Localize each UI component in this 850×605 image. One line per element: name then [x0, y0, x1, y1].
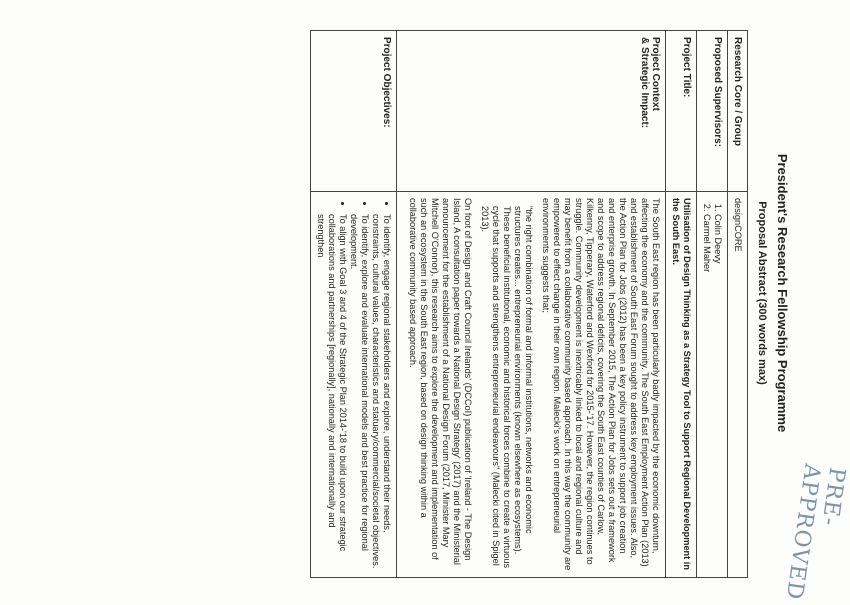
supervisor-item: 1. Colin Deevy — [712, 214, 723, 571]
supervisors-value — [697, 192, 728, 578]
table-row-research-core — [728, 31, 748, 578]
page-title: President's Research Fellowship Programme — [775, 153, 790, 433]
supervisors-label: Proposed Supervisors: — [697, 31, 728, 192]
project-title-label: Project Title: — [666, 31, 697, 192]
objectives-value — [311, 192, 397, 578]
objective-item: • To align with Goal 3 and 4 of the Strategic Plan 2014-'18 to build upon our strategic collaborations and partnerships [regionally], nationally and internationally and strengthen — [315, 214, 348, 571]
context-label-line: & Strategic Impact: — [639, 37, 650, 129]
supervisors-list — [701, 198, 723, 571]
objective-item: • To identify, explore and evaluate international models and best practice for regional development. — [348, 214, 370, 571]
page-subtitle: Proposal Abstract (300 words max) — [756, 201, 768, 385]
research-core-label: Research Core / Group — [728, 31, 748, 192]
research-core-value: designCORE — [728, 192, 748, 578]
table-row-supervisors — [697, 31, 728, 578]
supervisor-item: 2. Carmel Maher — [701, 214, 712, 571]
objective-item: • To identify, engage regional stakeholders and explore, understand their needs, constraints, cultural values, characteristics and statuary/commercial/societal objectives. — [370, 214, 392, 571]
context-label — [397, 31, 666, 192]
context-quote: "the right combination of formal and informal institutions, networks and economic structures creates... entrepreneurial environments (known elsewhere as ecosystems). These beneficial institutional, economic and historical forces combine to create a virtuous cycle that supports and strengthens entrepreneurial endeavours" (Malecki cited in Spigel 2013). — [480, 206, 534, 569]
table-row-objectives — [311, 31, 397, 578]
context-paragraph: The South East region has been particularly badly impacted by the economic downturn, affecting the economy and the community. The South East Employment Action Plan (2013) and establishment of South East Forum sought to address key employment issues. Also, the Action Plan for Jobs (2012) has been a key policy instrument to support job creation and enterprise growth. In September 2015, The Action Plan for Jobs sets out a framework and scope to address regional deficits, covering the South East counties of Carlow, Kilkenny, Tipperary, Waterford and Wexford for 2015-'17. However, the region continues to struggle. Community development is inextricably linked to local and regional culture and may benefit from a collaborative community based approach. In this way the community are empowered to effect change in their own region. Malecki's work on entrepreneurial environments suggests that; — [541, 198, 661, 571]
proposal-table — [310, 30, 748, 578]
table-row-context — [397, 31, 666, 578]
table-row-project-title — [666, 31, 697, 578]
objectives-label: Project Objectives: — [311, 31, 397, 192]
context-paragraph: On foot of Design and Craft Council Irelands' (DCCoI) publication of 'Ireland - The Design Island, A consultation paper towards a National Design Strategy' (2017) and the Ministerial announcement for the establishment of a National Design Forum (2017, Minister Mary Mitchell O'Connor), this research aims to explore the development and implementation of such an ecosystem in the South East region, based on design thinking within a collaborative community based approach. — [408, 198, 473, 565]
context-value — [397, 192, 666, 578]
objectives-list — [315, 198, 392, 571]
context-label-line: Project Context — [650, 37, 661, 111]
handwritten-approval-note: PRE-APPROVED — [780, 462, 850, 602]
project-title-value: Utilisation of Design Thinking as a Strategy Tool to Support Regional Development in the South East. — [666, 192, 697, 578]
